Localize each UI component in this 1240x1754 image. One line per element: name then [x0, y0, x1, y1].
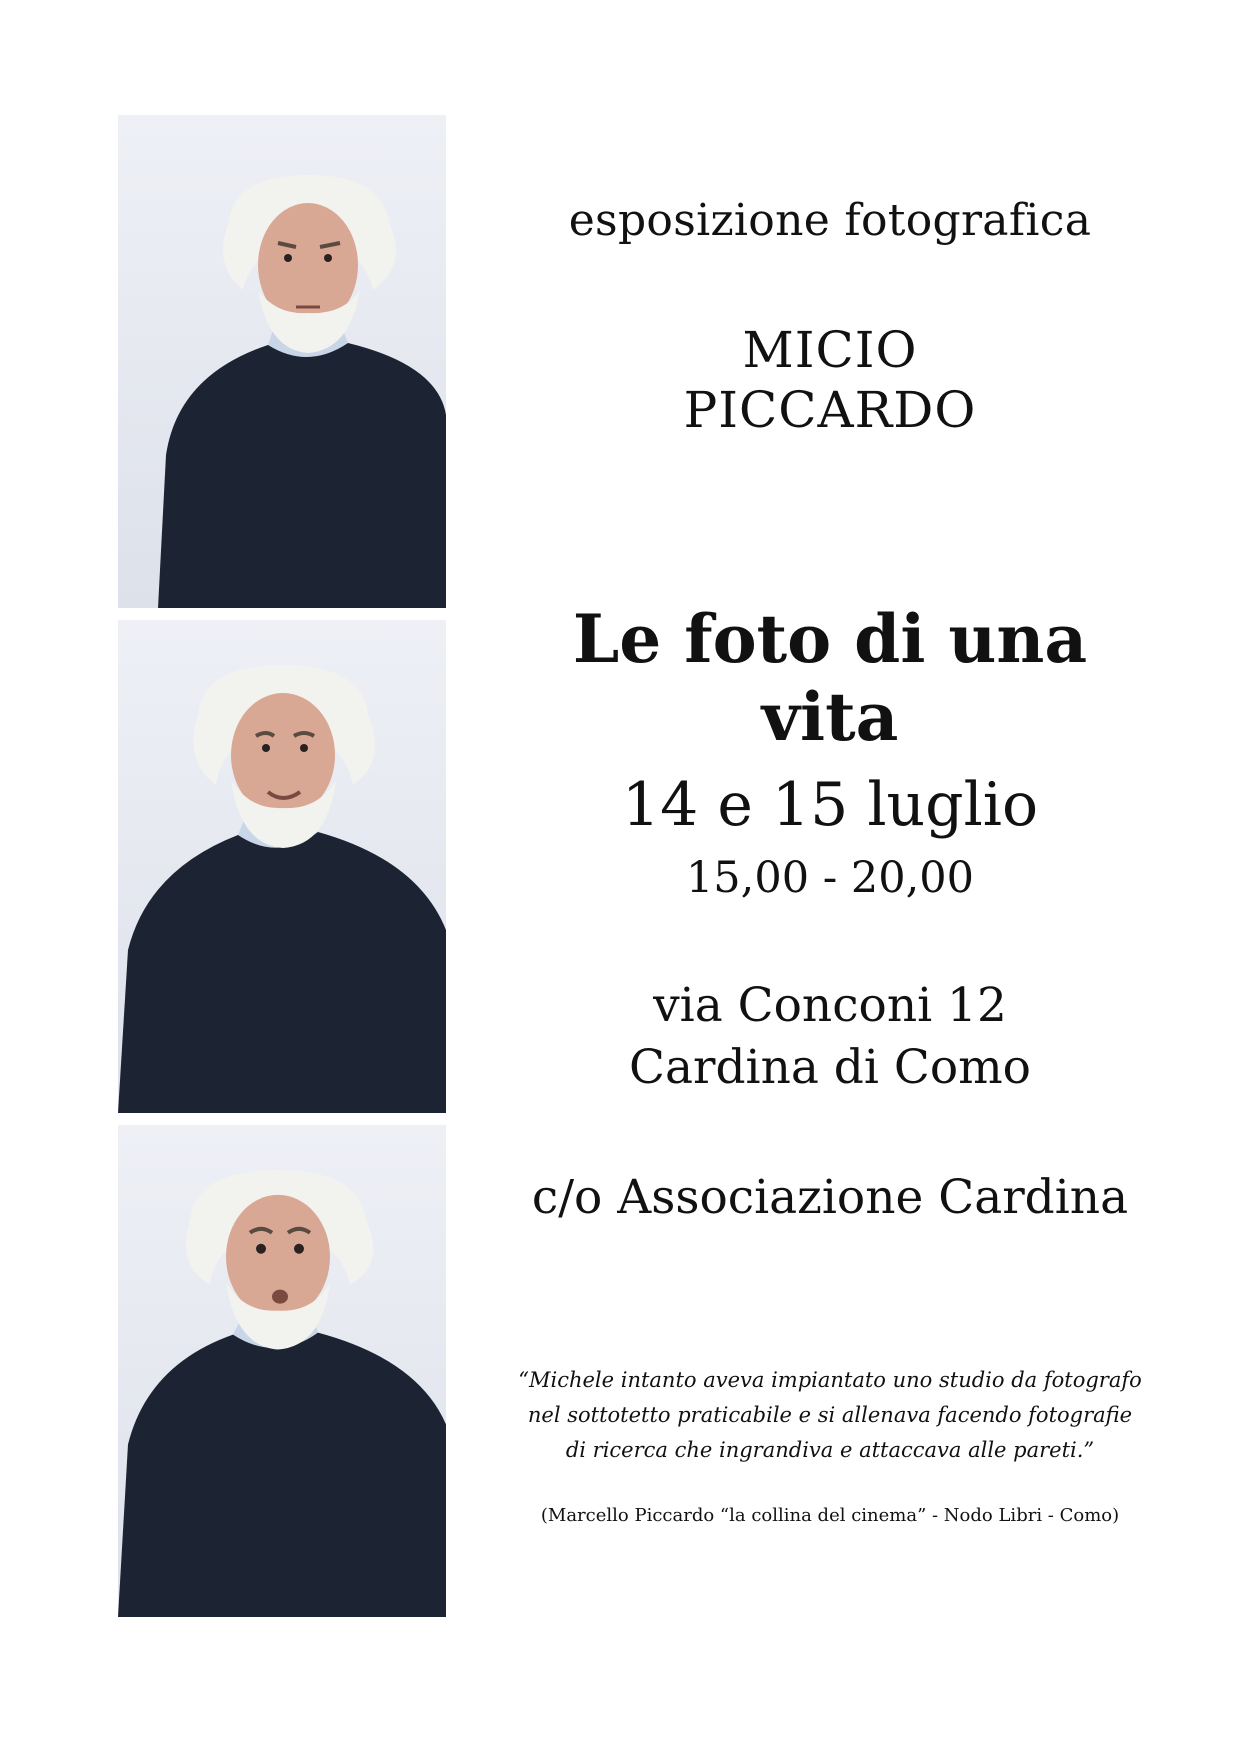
artist-first-name: MICIO — [742, 321, 918, 379]
exhibition-dates: 14 e 15 luglio — [621, 770, 1039, 840]
portrait-illustration — [118, 1125, 446, 1617]
quote-block — [510, 1363, 1150, 1468]
venue-association: c/o Associazione Cardina — [531, 1170, 1129, 1225]
quote-credit: (Marcello Piccardo “la collina del cinema” - Nodo Libri - Como) — [540, 1505, 1120, 1526]
portrait-illustration — [118, 620, 446, 1113]
venue-address — [510, 975, 1150, 1099]
quote-line: “Michele intanto aveva impiantato uno studio da fotografo — [518, 1368, 1142, 1392]
artist-last-name: PICCARDO — [683, 381, 977, 439]
portrait-photo-stern — [118, 115, 446, 608]
portrait-illustration — [118, 115, 446, 608]
address-street: via Conconi 12 — [653, 978, 1007, 1033]
exhibition-title: Le foto di una vita — [572, 600, 1088, 756]
portrait-photo-surprised — [118, 1125, 446, 1617]
artist-name — [510, 320, 1150, 440]
quote-line: nel sottotetto praticabile e si allenava facendo fotografie — [527, 1403, 1133, 1427]
exhibition-subtitle: esposizione fotografica — [568, 195, 1092, 246]
exhibition-hours: 15,00 - 20,00 — [685, 853, 975, 903]
quote-line: di ricerca che ingrandiva e attaccava alle pareti.” — [565, 1438, 1095, 1462]
address-city: Cardina di Como — [629, 1040, 1031, 1095]
portrait-photo-smiling — [118, 620, 446, 1113]
